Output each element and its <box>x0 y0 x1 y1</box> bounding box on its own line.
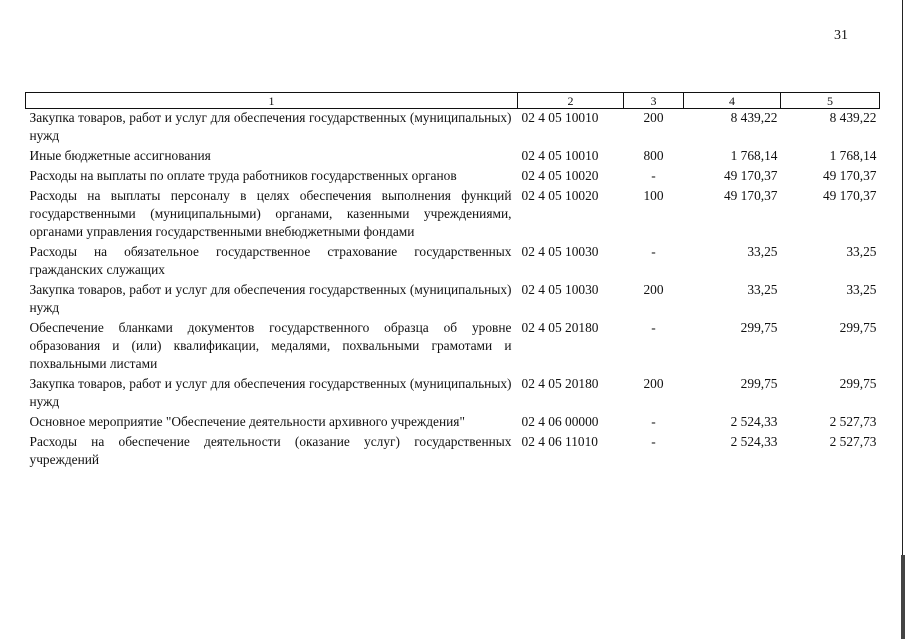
table-row <box>26 319 880 375</box>
row-code: 02 4 05 20180 <box>521 376 599 391</box>
row-value-col4: 1 768,14 <box>730 148 778 163</box>
row-code: 02 4 05 10020 <box>521 188 599 203</box>
row-name: Закупка товаров, работ и услуг для обеспечения государственных (муниципальных) нужд <box>29 282 512 315</box>
row-expense-type: 100 <box>643 188 664 203</box>
row-name: Закупка товаров, работ и услуг для обеспечения государственных (муниципальных) нужд <box>29 110 512 143</box>
table-row <box>26 243 880 281</box>
row-code: 02 4 05 10030 <box>521 282 599 297</box>
row-name: Иные бюджетные ассигнования <box>29 148 211 163</box>
header-col-4: 4 <box>684 93 781 109</box>
row-name: Расходы на выплаты персоналу в целях обеспечения выполнения функций государственными (муниципальными) органами, казенными учреждениями, органами управления государственными внебюджетными фондами <box>29 188 512 239</box>
budget-table <box>25 92 880 471</box>
table-row <box>26 281 880 319</box>
row-value-col4: 2 524,33 <box>730 414 778 429</box>
row-value-col5: 2 527,73 <box>829 414 877 429</box>
table-row <box>26 147 880 167</box>
row-code: 02 4 05 10030 <box>521 244 599 259</box>
scan-edge-shadow <box>901 555 905 639</box>
row-value-col5: 33,25 <box>846 244 877 259</box>
row-name: Основное мероприятие "Обеспечение деятельности архивного учреждения" <box>29 414 465 429</box>
scan-edge-line <box>902 0 903 639</box>
row-name: Закупка товаров, работ и услуг для обеспечения государственных (муниципальных) нужд <box>29 376 512 409</box>
row-value-col4: 33,25 <box>747 244 778 259</box>
row-code: 02 4 06 11010 <box>521 434 598 449</box>
header-col-5: 5 <box>781 93 880 109</box>
row-value-col5: 49 170,37 <box>822 168 877 183</box>
row-expense-type: 200 <box>643 376 664 391</box>
table-row <box>26 187 880 243</box>
row-code: 02 4 05 10020 <box>521 168 599 183</box>
row-expense-type: - <box>651 244 656 259</box>
row-value-col5: 299,75 <box>839 320 877 335</box>
table-row <box>26 167 880 187</box>
table-row <box>26 433 880 471</box>
row-value-col5: 49 170,37 <box>822 188 877 203</box>
row-value-col4: 2 524,33 <box>730 434 778 449</box>
row-code: 02 4 05 10010 <box>521 110 599 125</box>
row-code: 02 4 05 10010 <box>521 148 599 163</box>
row-value-col4: 49 170,37 <box>723 168 778 183</box>
row-value-col5: 8 439,22 <box>829 110 877 125</box>
row-expense-type: - <box>651 434 656 449</box>
header-col-3: 3 <box>624 93 684 109</box>
page-number: 31 <box>834 28 848 43</box>
row-name: Расходы на обязательное государственное страхование государственных гражданских служащих <box>29 244 512 277</box>
row-expense-type: 800 <box>643 148 664 163</box>
row-expense-type: - <box>651 168 656 183</box>
row-value-col4: 49 170,37 <box>723 188 778 203</box>
row-expense-type: 200 <box>643 282 664 297</box>
header-col-1: 1 <box>26 93 518 109</box>
row-name: Расходы на обеспечение деятельности (оказание услуг) государственных учреждений <box>29 434 512 467</box>
row-value-col4: 33,25 <box>747 282 778 297</box>
row-expense-type: 200 <box>643 110 664 125</box>
table-row <box>26 109 880 148</box>
row-value-col4: 8 439,22 <box>730 110 778 125</box>
row-code: 02 4 06 00000 <box>521 414 599 429</box>
row-value-col4: 299,75 <box>740 320 778 335</box>
table-row <box>26 375 880 413</box>
row-value-col5: 299,75 <box>839 376 877 391</box>
row-expense-type: - <box>651 320 656 335</box>
table-header-row <box>26 93 880 109</box>
row-value-col5: 1 768,14 <box>829 148 877 163</box>
row-code: 02 4 05 20180 <box>521 320 599 335</box>
row-expense-type: - <box>651 414 656 429</box>
header-col-2: 2 <box>518 93 624 109</box>
table-row <box>26 413 880 433</box>
row-name: Расходы на выплаты по оплате труда работников государственных органов <box>29 168 457 183</box>
row-value-col4: 299,75 <box>740 376 778 391</box>
row-name: Обеспечение бланками документов государственного образца об уровне образования и (или) квалификации, медалями, похвальными грамотами и похвальными листами <box>29 320 512 371</box>
row-value-col5: 33,25 <box>846 282 877 297</box>
row-value-col5: 2 527,73 <box>829 434 877 449</box>
